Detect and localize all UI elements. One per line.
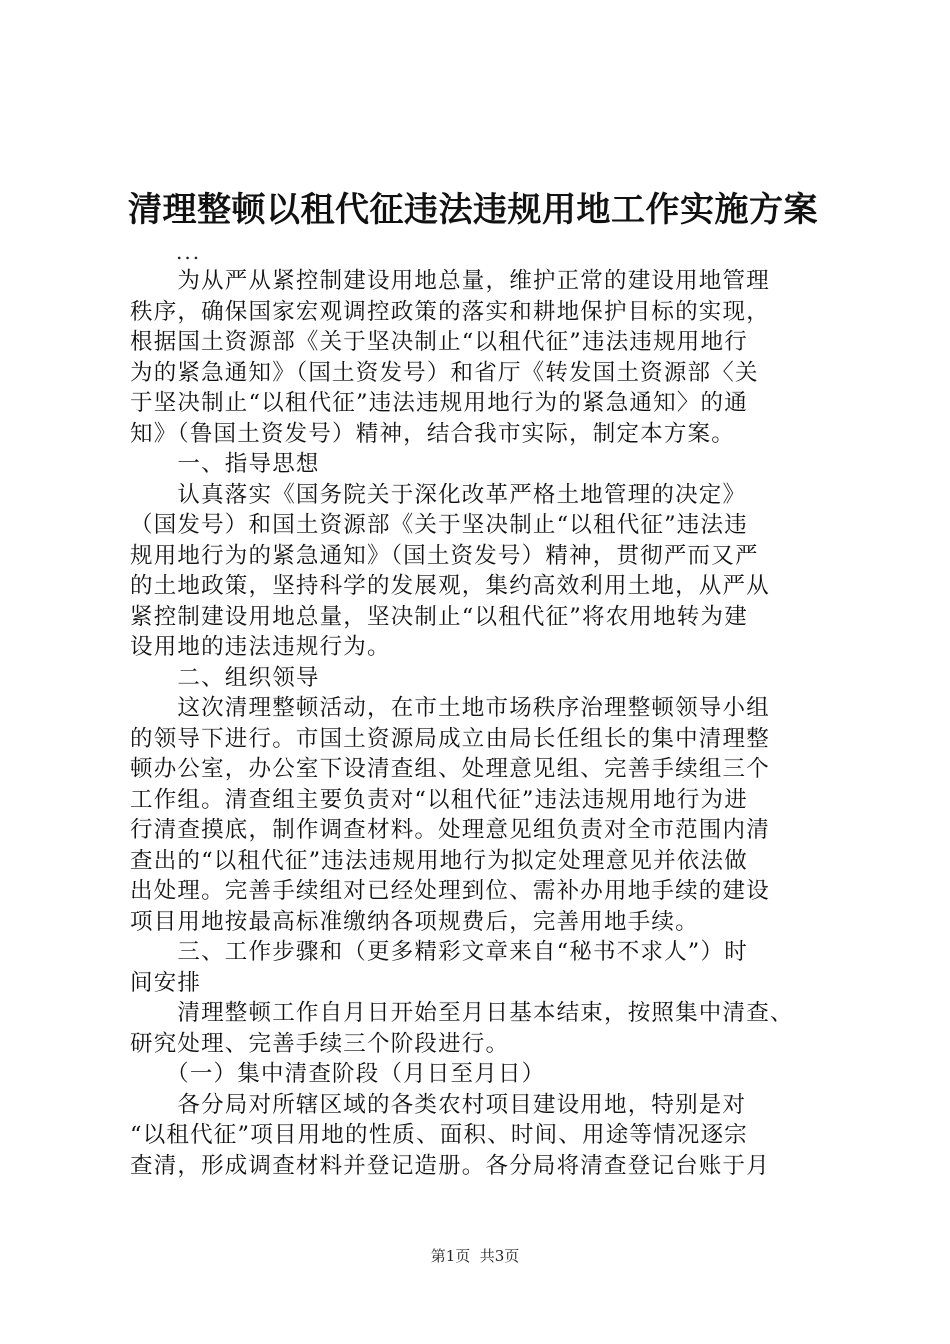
section-heading: 间安排: [130, 969, 202, 996]
document-title: 清理整顿以租代征违法违规用地工作实施方案: [128, 190, 818, 230]
body-line: 秩序，确保国家宏观调控政策的落实和耕地保护目标的实现，: [130, 298, 770, 325]
body-line: 查出的“以租代征”违法违规用地行为拟定处理意见并依法做: [130, 847, 748, 874]
body-line: 为的紧急通知》（国土资发号）和省厅《转发国土资源部〈关: [130, 359, 759, 386]
body-line: 于坚决制止“以租代征”违法违规用地行为的紧急通知〉的通: [130, 390, 748, 416]
document-body: [130, 266, 830, 1181]
body-line: 认真落实《国务院关于深化改革严格土地管理的决定》: [130, 481, 747, 508]
body-line: 研究处理、完善手续三个阶段进行。: [130, 1030, 510, 1057]
body-line: 工作组。清查组主要负责对“以租代征”违法违规用地行为进: [130, 786, 748, 813]
body-line: 各分局对所辖区域的各类农村项目建设用地，特别是对: [130, 1091, 747, 1118]
body-line: 设用地的违法违规行为。: [130, 634, 391, 660]
body-line: 查清，形成调查材料并登记造册。各分局将清查登记台账于月: [130, 1152, 770, 1179]
body-line: 项目用地按最高标准缴纳各项规费后，完善用地手续。: [130, 908, 699, 935]
subsection-heading: （一）集中清查阶段（月日至月日）: [130, 1061, 546, 1087]
body-line: 清理整顿工作自月日开始至月日基本结束，按照集中清查、: [130, 1000, 794, 1026]
body-line: 知》（鲁国土资发号）精神，结合我市实际，制定本方案。: [130, 420, 735, 447]
body-line: 出处理。完善手续组对已经处理到位、需补办用地手续的建设: [130, 878, 770, 904]
body-line: 为从严从紧控制建设用地总量，维护正常的建设用地管理: [130, 268, 770, 294]
body-line: （国发号）和国土资源部《关于坚决制止“以租代征”违法违: [130, 512, 748, 538]
body-line: 规用地行为的紧急通知》（国土资发号）精神，贯彻严而又严: [130, 542, 759, 569]
body-line: 的土地政策，坚持科学的发展观，集约高效利用土地，从严从: [130, 573, 770, 599]
section-heading: 一、指导思想: [130, 451, 320, 477]
body-line: 行清查摸底，制作调查材料。处理意见组负责对全市范围内清: [130, 817, 770, 843]
body-line: 根据国土资源部《关于坚决制止“以租代征”违法违规用地行: [130, 329, 748, 355]
body-line: 的领导下进行。市国土资源局成立由局长任组长的集中清理整: [130, 725, 770, 752]
title-ellipsis: ...: [176, 240, 202, 264]
section-heading: 二、组织领导: [130, 664, 320, 691]
body-line: 这次清理整顿活动，在市土地市场秩序治理整顿领导小组: [130, 695, 770, 721]
body-line: 顿办公室，办公室下设清查组、处理意见组、完善手续组三个: [130, 756, 770, 782]
body-line: 紧控制建设用地总量，坚决制止“以租代征”将农用地转为建: [130, 603, 748, 630]
body-line: “以租代征”项目用地的性质、面积、时间、用途等情况逐宗: [130, 1122, 748, 1148]
section-heading: 三、工作步骤和（更多精彩文章来自“秘书不求人”）时: [130, 939, 748, 965]
page-footer: 第1页 共3页: [430, 1247, 520, 1265]
